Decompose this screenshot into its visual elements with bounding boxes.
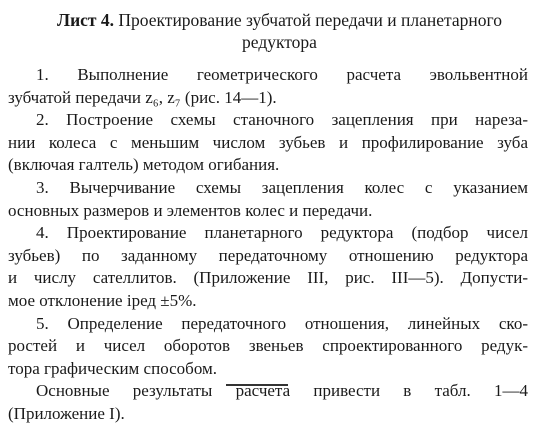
- paragraph-5-line-1: 5. Определение передаточного отношения, линейных ско-: [36, 313, 528, 333]
- sheet-title: [0, 10, 559, 30]
- paragraph-6-line-2: (Приложение I).: [8, 403, 125, 423]
- paragraph-4-line-1: 4. Проектирование планетарного редуктора (подбор чисел: [36, 223, 528, 243]
- sheet-title-text: Проектирование зубчатой передачи и планетарного: [114, 10, 502, 30]
- paragraph-2-line-1: 2. Построение схемы станочного зацепления при нареза-: [36, 110, 528, 130]
- sheet-title-continued: редуктора: [242, 32, 317, 52]
- paragraph-2-line-3: (включая галтель) методом огибания.: [8, 155, 280, 175]
- paragraph-3-line-2: основных размеров и элементов колес и передачи.: [8, 200, 373, 220]
- paragraph-4-line-4: мое отклонение iред ±5%.: [8, 290, 197, 310]
- paragraph-2-line-2: нии колеса с меньшим числом зубьев и профилирование зуба: [8, 132, 528, 152]
- paragraph-5-line-3: тора графическим способом.: [8, 358, 218, 378]
- paragraph-4-line-3: и числу сателлитов. (Приложение III, рис. III—5). Допусти-: [8, 268, 528, 288]
- paragraph-3-line-1: 3. Вычерчивание схемы зацепления колес с указанием: [36, 177, 528, 197]
- footer-rule: [226, 384, 288, 386]
- paragraph-4-line-2: зубьев) по заданному передаточному отношению редуктора: [8, 245, 528, 265]
- paragraph-6-line-1: Основные результаты расчета привести в табл. 1—4: [36, 381, 528, 401]
- paragraph-1-line-2: зубчатой передачи z₆, z₇ (рис. 14—1).: [8, 87, 277, 107]
- document-body: [8, 64, 528, 426]
- paragraph-1-line-1: 1. Выполнение геометрического расчета эвольвентной: [36, 65, 528, 84]
- paragraph-5-line-2: ростей и чисел оборотов звеньев спроектированного редук-: [8, 336, 528, 356]
- sheet-label: Лист 4.: [57, 10, 115, 30]
